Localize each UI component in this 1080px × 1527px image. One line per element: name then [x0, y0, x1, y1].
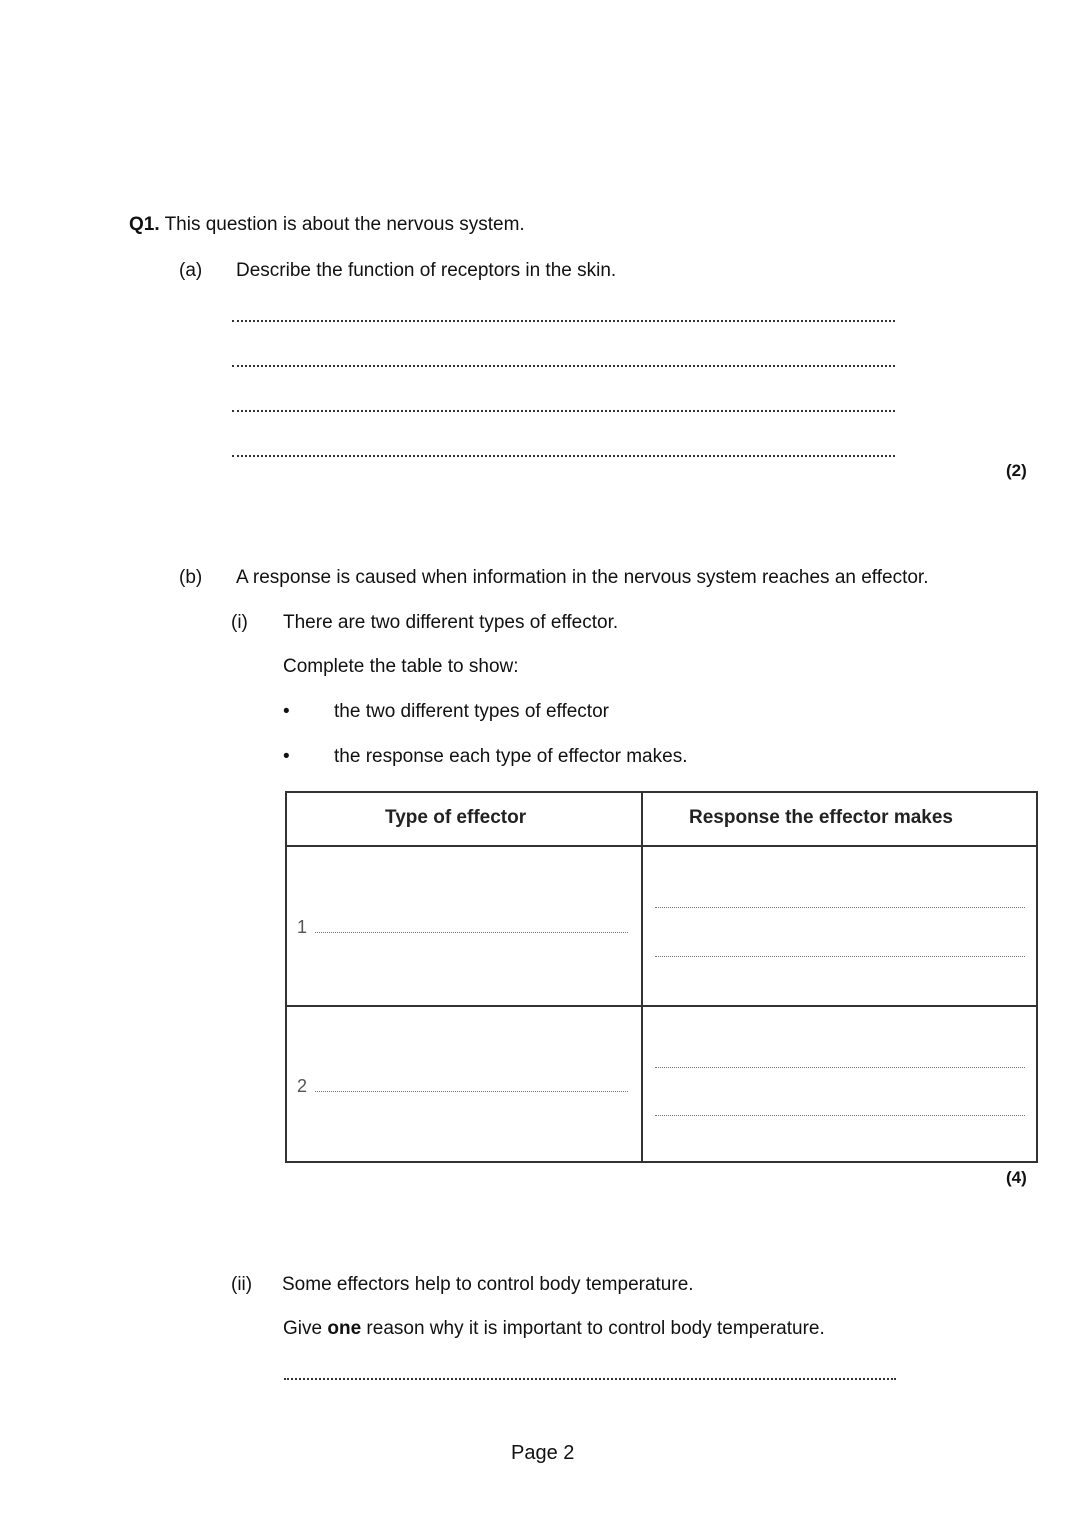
part-b-i-instruction: Complete the table to show: [283, 656, 519, 677]
bullet-item-1: the two different types of effector [334, 701, 609, 722]
answer-line-a-4[interactable] [232, 455, 895, 457]
question-intro: This question is about the nervous system. [164, 214, 525, 235]
table-header-type: Type of effector [385, 807, 527, 828]
part-b-ii-label: (ii) [231, 1274, 253, 1295]
table-row-2-number: 2 [297, 1076, 308, 1096]
response-2-line-2-input[interactable] [655, 1115, 1025, 1116]
answer-line-b-ii-1[interactable] [284, 1378, 896, 1380]
bullet-icon: • [283, 701, 290, 722]
table-column-divider [641, 793, 643, 1161]
table-row-divider [287, 1005, 1036, 1007]
effector-type-2-input[interactable] [315, 1091, 628, 1092]
response-1-line-2-input[interactable] [655, 956, 1025, 957]
response-1-line-1-input[interactable] [655, 907, 1025, 908]
marks-b-i: (4) [1006, 1168, 1027, 1187]
instruction-emphasis: one [327, 1318, 362, 1339]
table-header-response: Response the effector makes [689, 807, 953, 828]
bullet-item-2: the response each type of effector makes. [334, 746, 688, 767]
bullet-icon: • [283, 746, 290, 767]
question-heading [129, 214, 525, 236]
part-a-prompt: Describe the function of receptors in the skin. [236, 260, 617, 281]
part-b-ii-instruction [283, 1318, 825, 1340]
effector-type-1-input[interactable] [315, 932, 628, 933]
effector-table [285, 791, 1038, 1163]
response-2-line-1-input[interactable] [655, 1067, 1025, 1068]
answer-line-a-1[interactable] [232, 320, 895, 322]
answer-line-a-2[interactable] [232, 365, 895, 367]
part-a-label: (a) [179, 260, 203, 281]
instruction-post: reason why it is important to control body temperature. [361, 1318, 825, 1339]
instruction-pre: Give [283, 1318, 328, 1339]
part-b-i-label: (i) [231, 612, 248, 633]
question-number: Q1. [129, 214, 160, 235]
table-header-divider [287, 845, 1036, 847]
page-number: Page 2 [511, 1442, 575, 1464]
part-b-i-statement: There are two different types of effector. [283, 612, 619, 633]
marks-a: (2) [1006, 461, 1027, 480]
table-row-1-number: 1 [297, 917, 308, 937]
part-b-prompt: A response is caused when information in the nervous system reaches an effector. [236, 567, 929, 588]
answer-line-a-3[interactable] [232, 410, 895, 412]
part-b-label: (b) [179, 567, 203, 588]
part-b-ii-statement: Some effectors help to control body temperature. [282, 1274, 694, 1295]
